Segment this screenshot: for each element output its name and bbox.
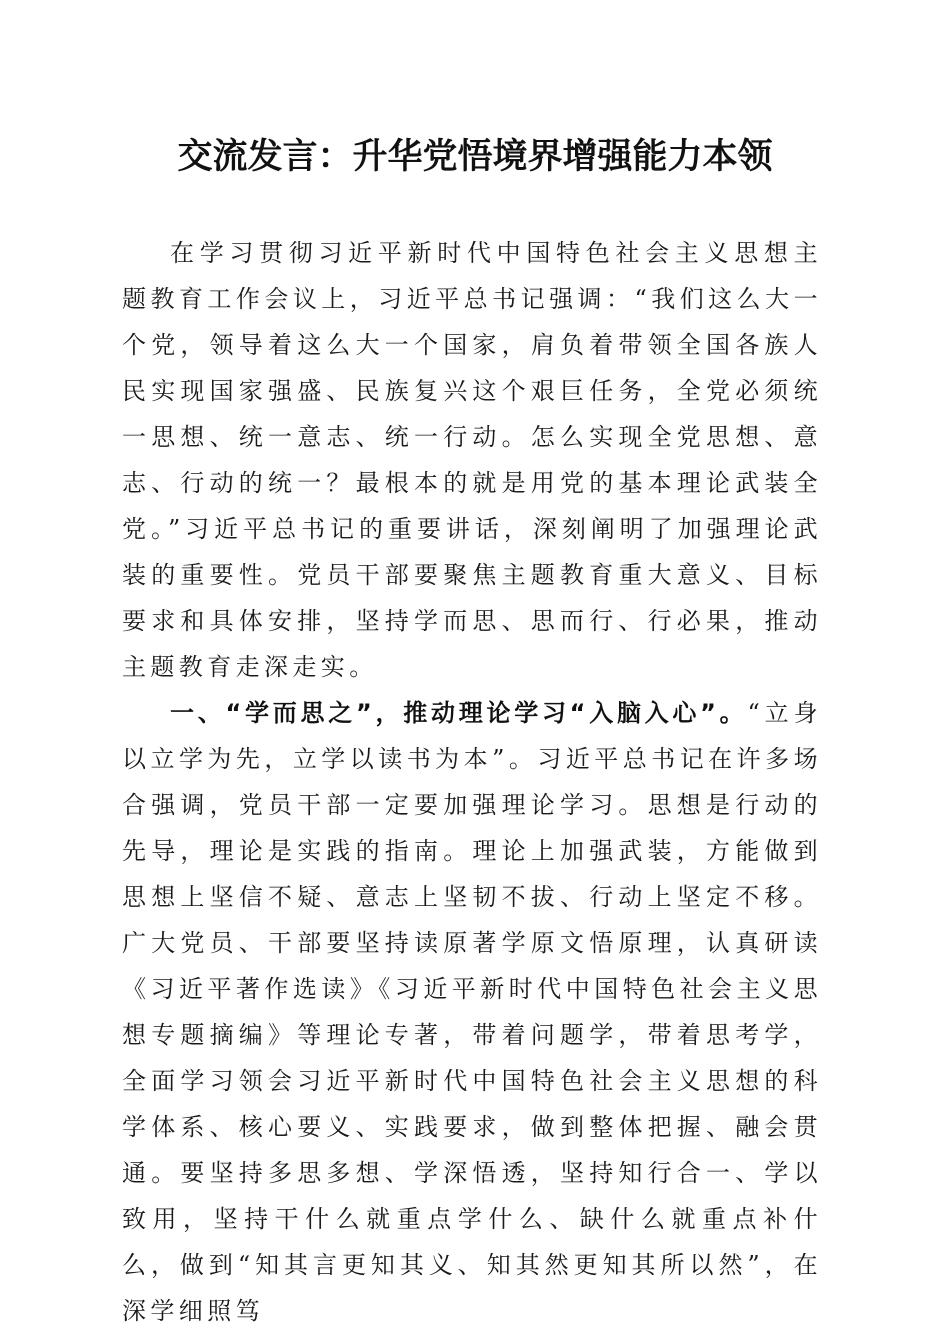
document-body — [122, 230, 822, 1334]
paragraph-text: “立身以立学为先，立学以读书为本”。习近平总书记在许多场合强调，党员干部一定要加强理论学习。思想是行动的先导，理论是实践的指南。理论上加强武装，方能做到思想上坚信不疑、意志上坚韧不拔、行动上坚定不移。广大党员、干部要坚持读原著学原文悟原理，认真研读《习近平著作选读》《习近平新时代中国特色社会主义思想专题摘编》等理论专著，带着问题学，带着思考学，全面学习领会习近平新时代中国特色社会主义思想的科学体系、核心要义、实践要求，做到整体把握、融会贯通。要坚持多思多想、学深悟透，坚持知行合一、学以致用，坚持干什么就重点学什么、缺什么就重点补什么，做到“知其言更知其义、知其然更知其所以然”，在深学细照笃 — [122, 699, 822, 1325]
document-title: 交流发言：升华党悟境界增强能力本领 — [177, 136, 773, 177]
paragraph-text: 在学习贯彻习近平新时代中国特色社会主义思想主题教育工作会议上，习近平总书记强调：“我们这么大一个党，领导着这么大一个国家，肩负着带领全国各族人民实现国家强盛、民族复兴这个艰巨任务，全党必须统一思想、统一意志、统一行动。怎么实现全党思想、意志、行动的统一？最根本的就是用党的基本理论武装全党。”习近平总书记的重要讲话，深刻阐明了加强理论武装的重要性。党员干部要聚焦主题教育重大意义、目标要求和具体安排，坚持学而思、思而行、行必果，推动主题教育走深走实。 — [122, 239, 822, 681]
section-heading: 一、“学而思之”，推动理论学习“入脑入心”。 — [170, 699, 748, 727]
paragraph-section-1 — [122, 690, 822, 1334]
paragraph-intro — [122, 230, 822, 690]
